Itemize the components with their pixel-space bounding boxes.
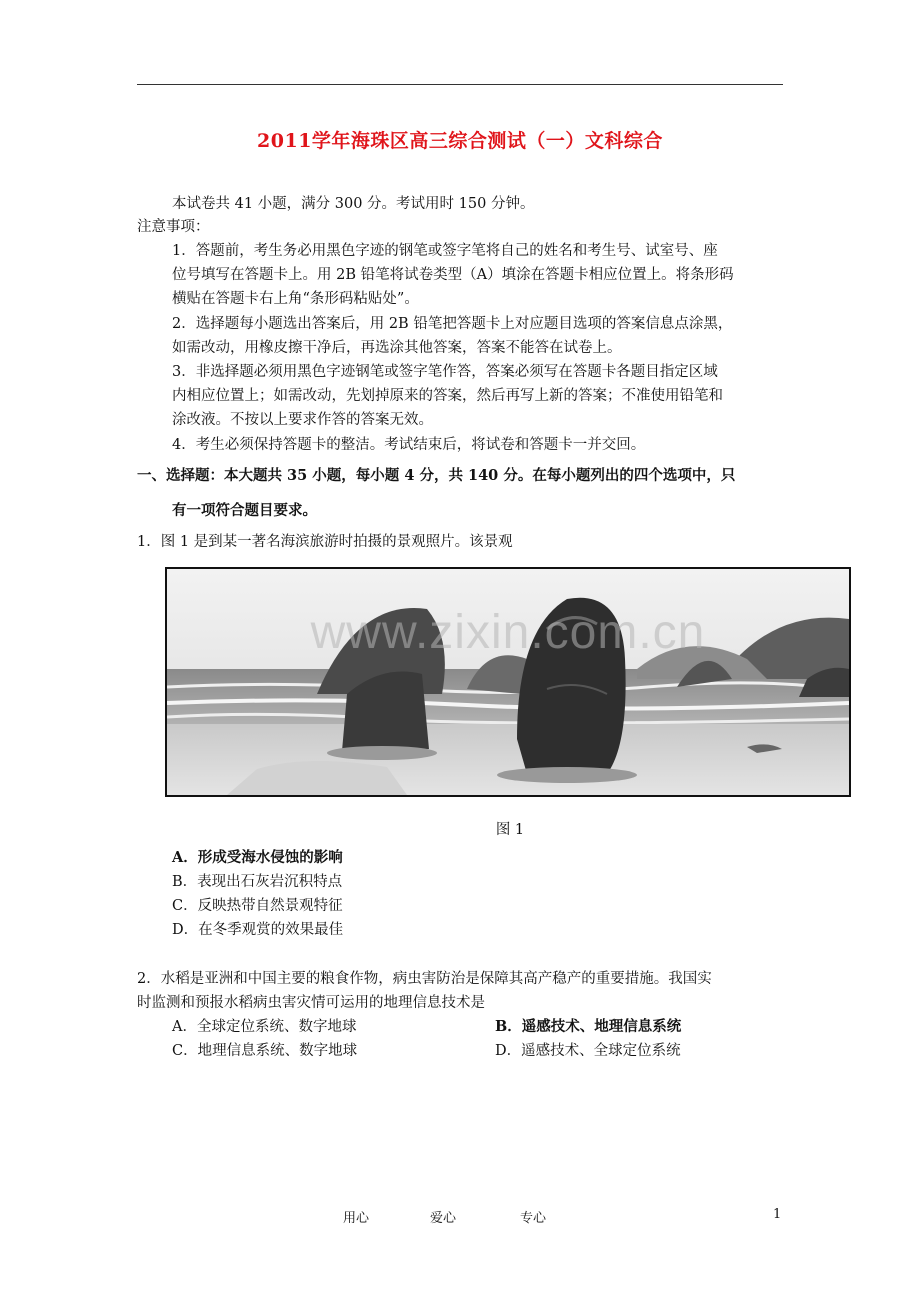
note-line: 4．考生必须保持答题卡的整洁。考试结束后，将试卷和答题卡一并交回。 [172, 437, 646, 453]
question-2-stem-cont: 时监测和预报水稻病虫害灾情可运用的地理信息技术是 [137, 995, 485, 1011]
page-number: 1 [773, 1207, 782, 1222]
question-1-stem: 1．图 1 是到某一著名海滨旅游时拍摄的景观照片。该景观 [137, 534, 513, 550]
section-heading: 一、选择题：本大题共 35 小题，每小题 4 分，共 140 分。在每小题列出的四个选项中，只 [137, 467, 736, 484]
q2-option-b: B．遥感技术、地理信息系统 [495, 1018, 682, 1035]
q2-option-a: A．全球定位系统、数字地球 [172, 1019, 357, 1035]
footer-text: 爱心 [430, 1211, 457, 1226]
q1-option-b: B．表现出石灰岩沉积特点 [172, 874, 343, 890]
footer-text: 专心 [520, 1211, 547, 1226]
notes-heading: 注意事项： [137, 219, 210, 235]
watermark: www.zixin.com.cn [310, 606, 706, 659]
q2-option-c: C．地理信息系统、数字地球 [172, 1043, 358, 1059]
note-line: 涂改液。不按以上要求作答的答案无效。 [172, 412, 433, 428]
figure-caption: 图 1 [495, 822, 525, 838]
note-line: 内相应位置上；如需改动，先划掉原来的答案，然后再写上新的答案；不准使用铅笔和 [172, 388, 723, 404]
question-2-stem: 2．水稻是亚洲和中国主要的粮食作物，病虫害防治是保障其高产稳产的重要措施。我国实 [137, 971, 712, 987]
note-line: 横贴在答题卡右上角“条形码粘贴处”。 [172, 291, 419, 307]
note-line: 如需改动，用橡皮擦干净后，再选涂其他答案，答案不能答在试卷上。 [172, 340, 622, 356]
note-line: 2．选择题每小题选出答案后，用 2B 铅笔把答题卡上对应题目选项的答案信息点涂黑， [172, 316, 733, 332]
header-rule [137, 84, 783, 85]
note-line: 1．答题前，考生务必用黑色字迹的钢笔或签字笔将自己的姓名和考生号、试室号、座 [172, 243, 718, 259]
intro-text: 本试卷共 41 小题，满分 300 分。考试用时 150 分钟。 [172, 196, 535, 212]
coastal-rock-photo [165, 567, 851, 797]
q1-option-a: A．形成受海水侵蚀的影响 [172, 849, 343, 866]
page-title: 2011学年海珠区高三综合测试（一）文科综合 [257, 130, 663, 152]
q1-option-d: D．在冬季观赏的效果最佳 [172, 922, 344, 938]
q2-option-d: D．遥感技术、全球定位系统 [495, 1043, 681, 1059]
note-line: 位号填写在答题卡上。用 2B 铅笔将试卷类型（A）填涂在答题卡相应位置上。将条形码 [172, 267, 734, 283]
footer-text: 用心 [343, 1211, 370, 1226]
note-line: 3．非选择题必须用黑色字迹钢笔或签字笔作答，答案必须写在答题卡各题目指定区域 [172, 364, 718, 380]
q1-option-c: C．反映热带自然景观特征 [172, 898, 343, 914]
section-heading-cont: 有一项符合题目要求。 [172, 502, 317, 519]
